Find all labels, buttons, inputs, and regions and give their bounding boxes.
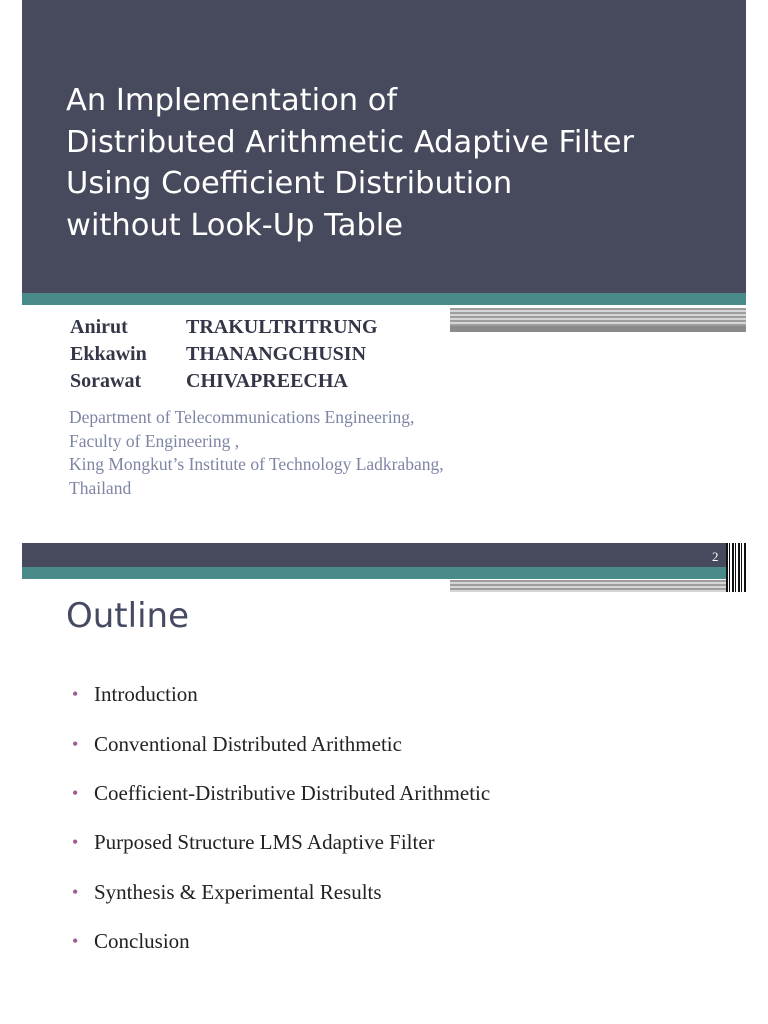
affiliation-line: King Mongkut’s Institute of Technology Ladkrabang, [69, 454, 444, 474]
decorative-strip [450, 580, 746, 592]
list-item-text: Conventional Distributed Arithmetic [94, 731, 402, 756]
affiliation-line: Department of Telecommunications Engineering, [69, 407, 415, 427]
list-item-text: Purposed Structure LMS Adaptive Filter [94, 830, 435, 855]
list-item-text: Coefficient-Distributive Distributed Arithmetic [94, 780, 491, 805]
list-item [72, 719, 490, 768]
list-item-text: Synthesis & Experimental Results [94, 879, 382, 904]
title-line: Using Coefficient Distribution [66, 166, 513, 201]
author-last-name: TRAKULTRITRUNG [186, 316, 378, 338]
list-item-text: Introduction [94, 682, 198, 707]
list-item [72, 670, 490, 719]
outline-slide-header [22, 543, 746, 567]
author-last-name: CHIVAPREECHA [186, 370, 348, 392]
outline-title: Outline [66, 596, 190, 636]
accent-bar [22, 567, 746, 579]
decorative-marks [726, 543, 746, 592]
bullet-icon: • [72, 782, 79, 803]
bullet-icon: • [72, 931, 79, 952]
affiliation-line: Thailand [69, 477, 132, 498]
author-list [70, 314, 378, 395]
accent-bar [22, 293, 746, 305]
list-item [72, 917, 490, 966]
decorative-strip [450, 308, 746, 326]
outline-list [72, 670, 490, 966]
title-line: An Implementation of [66, 83, 398, 118]
bullet-icon: • [72, 881, 79, 902]
list-item [72, 868, 490, 917]
slide-title [66, 80, 726, 246]
title-line: without Look-Up Table [66, 207, 404, 243]
author-first-name: Anirut [70, 316, 128, 338]
list-item [72, 769, 490, 818]
affiliation [69, 406, 444, 500]
author [70, 368, 378, 395]
bullet-icon: • [72, 832, 79, 853]
author [70, 314, 378, 341]
title-line: Distributed Arithmetic Adaptive Filter [66, 124, 635, 160]
affiliation-line: Faculty of Engineering , [69, 430, 240, 451]
author [70, 341, 378, 368]
bullet-icon: • [72, 733, 79, 754]
author-first-name: Sorawat [70, 370, 142, 392]
author-last-name: THANANGCHUSIN [186, 343, 367, 365]
decorative-strip [450, 326, 746, 332]
slide-number: 2 [712, 549, 719, 564]
list-item [72, 818, 490, 867]
list-item-text: Conclusion [94, 929, 190, 954]
bullet-icon: • [72, 684, 79, 705]
author-first-name: Ekkawin [70, 343, 147, 365]
